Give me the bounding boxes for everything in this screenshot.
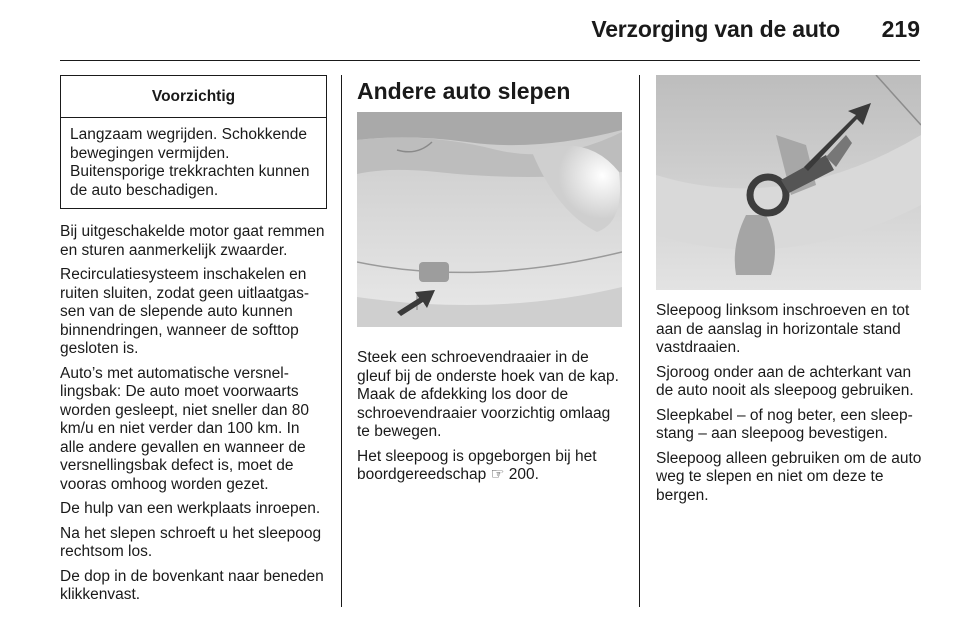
section-heading: Andere auto slepen [357,78,571,104]
paragraph: Sleepoog linksom inschroeven en tot aan de aanslag in horizontale stand vastdraaien. [656,302,910,356]
paragraph: Auto’s met automatische versnellingsbak: De auto moet voorwaarts worden gesleept, niet sneller dan 80 km/u en niet verder dan 100 km. In alle andere gevallen en wanneer de versnellingsbak defect is, moet de vooras omhoog worden gezet. [60,364,310,493]
paragraph: Bij uitgeschakelde motor gaat remmen en sturen aanmerkelijk zwaarder. [60,223,325,259]
paragraph: De dop in de bovenkant naar beneden klikkenvast. [60,567,324,603]
paragraph: De hulp van een werkplaats inroepen. [60,500,321,517]
paragraph: Sleepoog alleen gebruiken om de auto weg te slepen en niet om deze te bergen. [656,449,922,504]
column-divider-1 [341,75,342,607]
figure-towing-eye [656,75,922,290]
paragraph: Sjoroog onder aan de achterkant van de auto nooit als sleepoog gebruiken. [656,363,914,399]
paragraph: Het sleepoog is opgeborgen bij het boordgereedschap ☞ 200. [357,447,597,483]
caution-box [60,75,327,209]
caution-text: Langzaam wegrijden. Schokkende bewegingen vermijden. Buitensporige trekkrachten kunnen de auto beschadigen. [70,126,310,199]
column-2 [357,75,624,491]
column-divider-2 [639,75,640,607]
column-3 [656,75,922,511]
paragraph: Sleepkabel – of nog beter, een sleepstang – aan sleepoog bevestigen. [656,406,913,442]
column-1 [60,75,327,611]
figure-bumper-cover [357,112,624,327]
page-number: 219 [881,16,920,42]
header-rule [60,60,920,61]
paragraph: Steek een schroevendraaier in de gleuf bij de onderste hoek van de kap. Maak de afdekking los door de schroevendraaier voorzichtig omlaag te bewegen. [357,349,619,440]
paragraph: Recirculatiesysteem inschakelen en ruiten sluiten, zodat geen uitlaatgassen van de slepende auto kunnen binnendringen, wanneer de softtop gesloten is. [60,266,310,357]
caution-title: Voorzichtig [61,76,326,118]
page-header-title: Verzorging van de auto [591,16,840,42]
paragraph: Na het slepen schroeft u het sleepoog rechtsom los. [60,524,322,560]
